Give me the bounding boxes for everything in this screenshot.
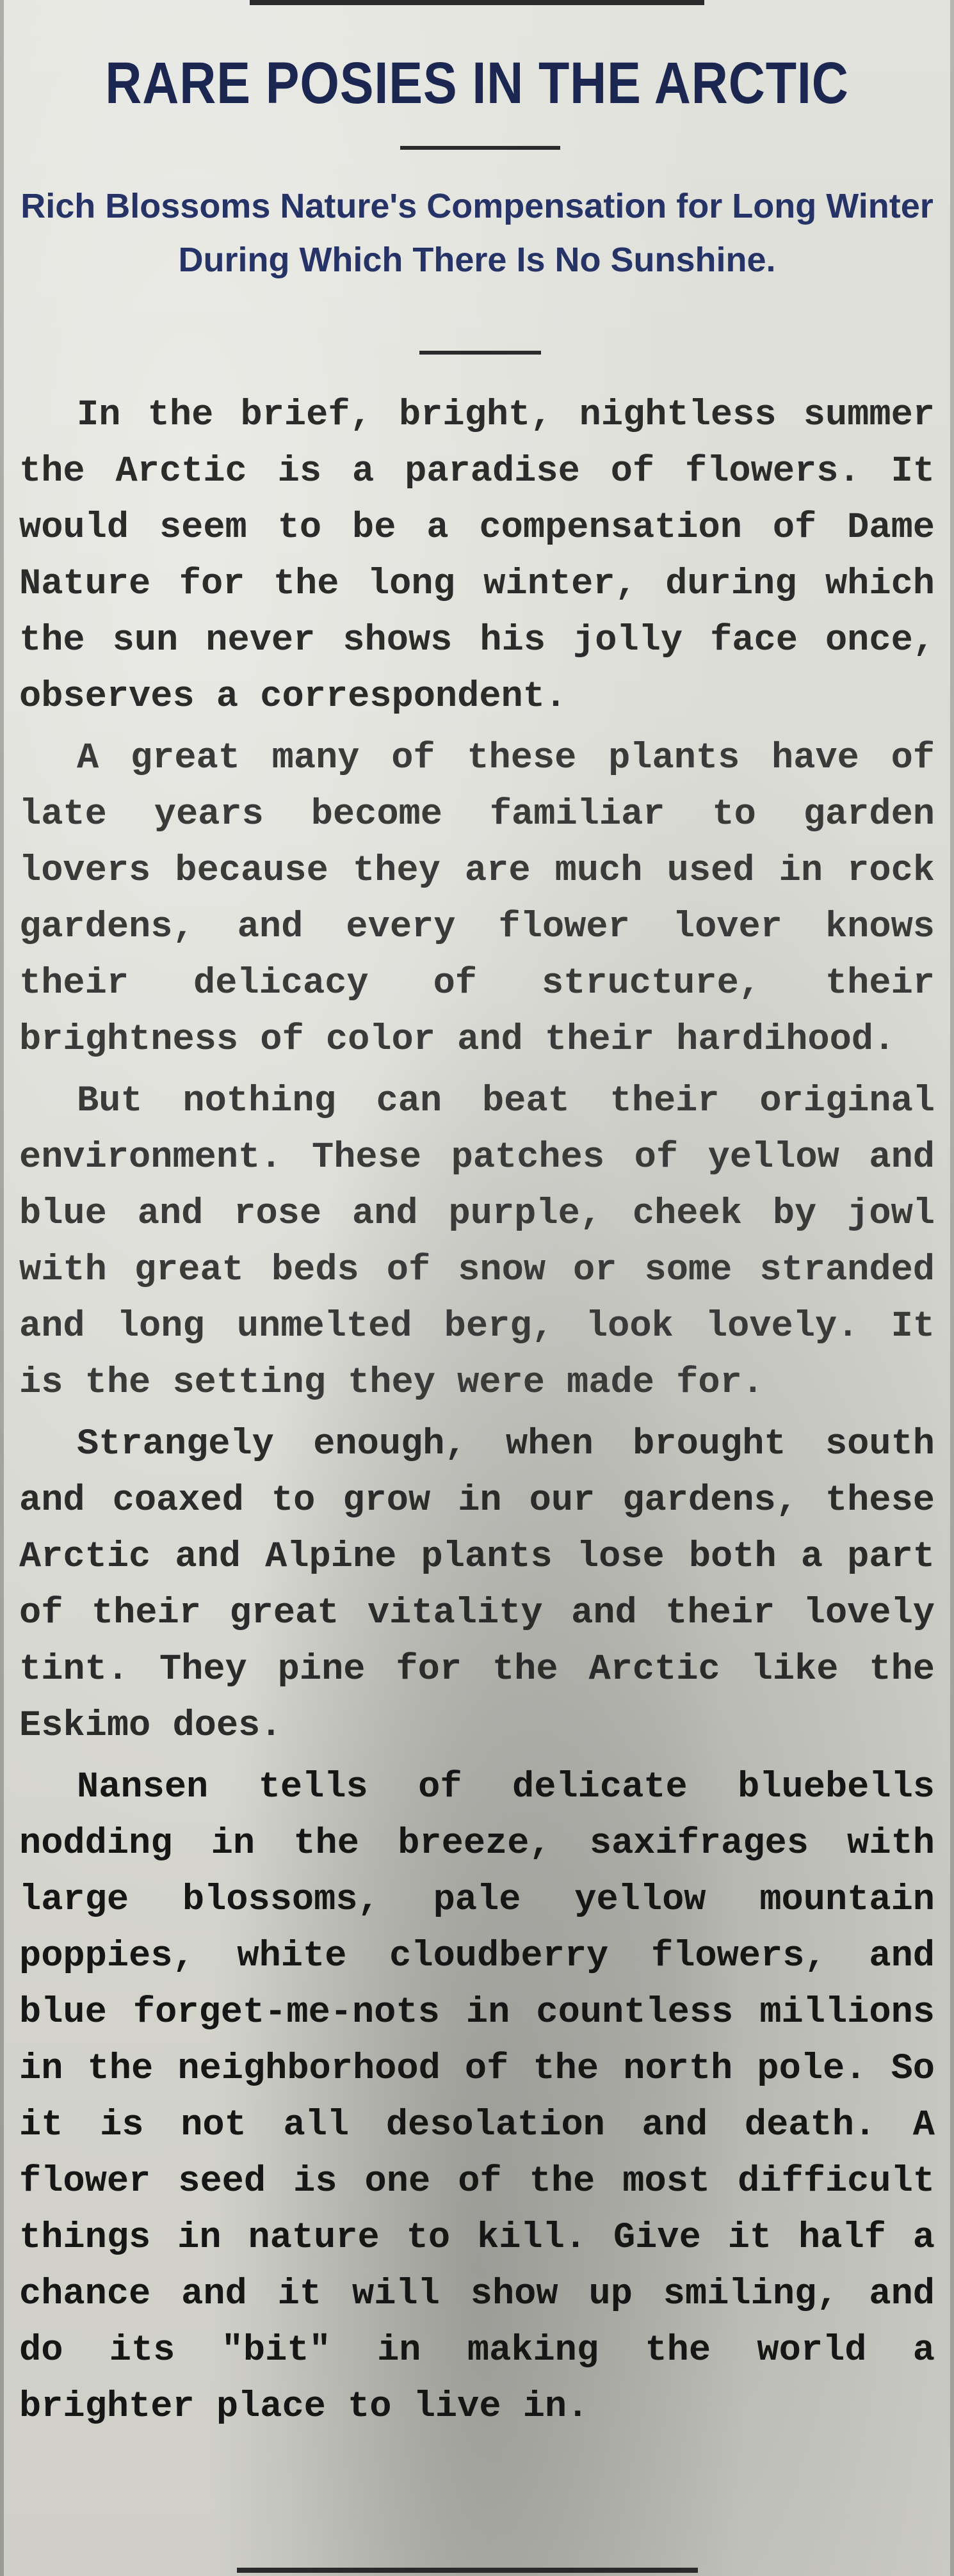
bottom-column-rule bbox=[237, 2568, 698, 2573]
headline-divider bbox=[400, 146, 560, 150]
article-paragraph-5: Nansen tells of delicate bluebells nodding in the breeze, saxifrages with large blossoms, pale yellow mountain poppies, white cloudberry flowers, and blue forget-me-nots in countless millions in the neighborhood of the north pole. So it is not all desolation and death. A flower seed is one of the most difficult things in nature to kill. Give it half a chance and it will show up smiling, and do its "bit" in making the world a brighter place to live in. bbox=[19, 1767, 935, 2428]
article-paragraph-1: In the brief, bright, nightless summer the Arctic is a paradise of flowers. It would seem to be a compensation of Dame Nature for the long winter, during which the sun never shows his jolly face once, observes a correspondent. bbox=[19, 395, 935, 717]
article-paragraph-2: A great many of these plants have of late years become familiar to garden lovers because they are much used in rock gardens, and every flower lover knows their delicacy of structure, their brightness of color and their hardihood. bbox=[19, 738, 935, 1060]
subheadline-divider bbox=[419, 351, 541, 355]
article-column bbox=[19, 0, 935, 2576]
clipping-right-edge bbox=[950, 0, 954, 2576]
article-paragraph-3: But nothing can beat their original environment. These patches of yellow and blue and rose and purple, cheek by jowl with great beds of snow or some stranded and long unmelted berg, look lovely. It is the setting they were made for. bbox=[19, 1081, 935, 1404]
clipping-left-edge bbox=[0, 0, 4, 2576]
article-subheadline: Rich Blossoms Nature's Compensation for Long Winter During Which There Is No Sunshine. bbox=[20, 187, 934, 279]
article-paragraph-4: Strangely enough, when brought south and coaxed to grow in our gardens, these Arctic and Alpine plants lose both a part of their great vitality and their lovely tint. They pine for the Arctic like the Eskimo does. bbox=[19, 1424, 935, 1747]
article-body bbox=[19, 387, 935, 2440]
article-headline: RARE POSIES IN THE ARCTIC bbox=[105, 51, 849, 116]
